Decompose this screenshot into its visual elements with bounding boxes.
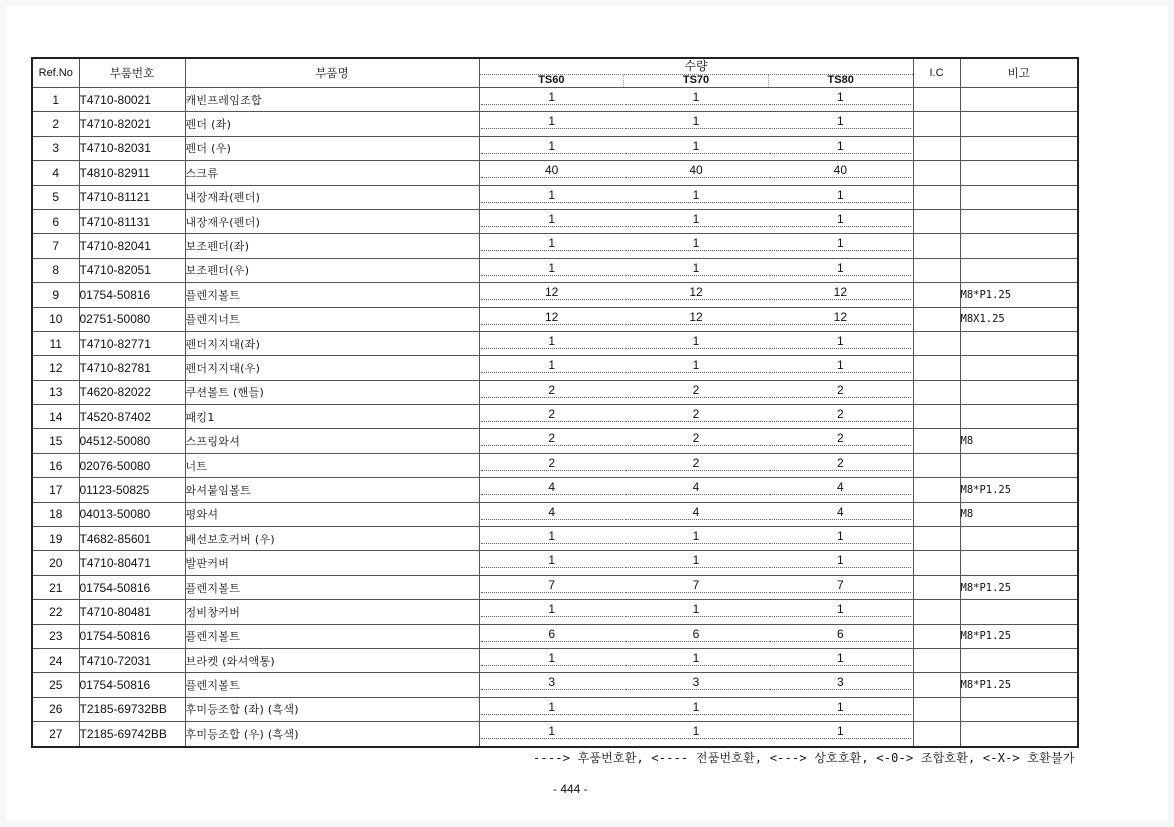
quantity-cell bbox=[479, 356, 913, 380]
qty-ts80: 1 bbox=[769, 553, 911, 568]
qty-ts60: 1 bbox=[481, 188, 623, 203]
part-number-cell: T4710-82781 bbox=[79, 356, 185, 380]
qty-ts60: 3 bbox=[481, 675, 623, 690]
qty-ts60: 2 bbox=[481, 431, 623, 446]
quantity-cell bbox=[479, 331, 913, 355]
remarks-cell bbox=[960, 527, 1078, 551]
ic-cell bbox=[913, 307, 960, 331]
ic-cell bbox=[913, 502, 960, 526]
ref-no-cell: 20 bbox=[32, 551, 79, 575]
table-row bbox=[32, 600, 1078, 624]
qty-ts60: 7 bbox=[481, 578, 623, 593]
remarks-cell bbox=[960, 722, 1078, 747]
quantity-cell bbox=[479, 429, 913, 453]
qty-ts60: 1 bbox=[481, 724, 623, 739]
table-row bbox=[32, 575, 1078, 599]
part-name-cell: 보조펜더(우) bbox=[185, 258, 479, 282]
quantity-cell bbox=[479, 648, 913, 672]
qty-ts80: 1 bbox=[769, 236, 911, 251]
qty-ts70: 1 bbox=[625, 358, 767, 373]
ref-no-cell: 18 bbox=[32, 502, 79, 526]
part-name-cell: 캐빈프레임조합 bbox=[185, 88, 479, 112]
qty-ts70: 2 bbox=[625, 431, 767, 446]
part-number-cell: T4710-72031 bbox=[79, 648, 185, 672]
part-number-cell: 01754-50816 bbox=[79, 624, 185, 648]
qty-ts70: 1 bbox=[625, 212, 767, 227]
ic-cell bbox=[913, 331, 960, 355]
header-quantity bbox=[479, 58, 913, 88]
remarks-cell bbox=[960, 380, 1078, 404]
ic-cell bbox=[913, 575, 960, 599]
ref-no-cell: 8 bbox=[32, 258, 79, 282]
qty-ts60: 1 bbox=[481, 700, 623, 715]
table-row bbox=[32, 648, 1078, 672]
qty-ts60: 1 bbox=[481, 114, 623, 129]
qty-ts60: 2 bbox=[481, 456, 623, 471]
part-name-cell: 플렌지볼트 bbox=[185, 673, 479, 697]
qty-ts70: 2 bbox=[625, 383, 767, 398]
qty-ts60: 1 bbox=[481, 212, 623, 227]
qty-ts60: 1 bbox=[481, 90, 623, 105]
part-name-cell: 스크류 bbox=[185, 161, 479, 185]
ic-cell bbox=[913, 722, 960, 747]
ref-no-cell: 23 bbox=[32, 624, 79, 648]
qty-ts70: 1 bbox=[625, 236, 767, 251]
qty-ts70: 3 bbox=[625, 675, 767, 690]
table-row bbox=[32, 209, 1078, 233]
table-row bbox=[32, 624, 1078, 648]
ic-cell bbox=[913, 478, 960, 502]
part-name-cell: 보조펜더(좌) bbox=[185, 234, 479, 258]
qty-ts80: 1 bbox=[769, 212, 911, 227]
table-row bbox=[32, 331, 1078, 355]
quantity-cell bbox=[479, 209, 913, 233]
part-number-cell: T4710-82021 bbox=[79, 112, 185, 136]
interchange-legend: ----> 후품번호환, <---- 전품번호환, <---> 상호호환, <-0-> 조합호환, <-X-> 호환불가 bbox=[533, 751, 1075, 765]
quantity-cell bbox=[479, 283, 913, 307]
ic-cell bbox=[913, 405, 960, 429]
table-row bbox=[32, 502, 1078, 526]
ref-no-cell: 21 bbox=[32, 575, 79, 599]
remarks-cell bbox=[960, 234, 1078, 258]
qty-ts70: 1 bbox=[625, 553, 767, 568]
header-ref-no: Ref.No bbox=[32, 58, 79, 88]
table-row bbox=[32, 697, 1078, 721]
ref-no-cell: 13 bbox=[32, 380, 79, 404]
remarks-cell bbox=[960, 112, 1078, 136]
table-row bbox=[32, 551, 1078, 575]
ref-no-cell: 14 bbox=[32, 405, 79, 429]
part-number-cell: T4520-87402 bbox=[79, 405, 185, 429]
quantity-cell bbox=[479, 697, 913, 721]
table-row bbox=[32, 234, 1078, 258]
ref-no-cell: 1 bbox=[32, 88, 79, 112]
qty-ts80: 3 bbox=[769, 675, 911, 690]
qty-ts60: 4 bbox=[481, 480, 623, 495]
quantity-cell bbox=[479, 88, 913, 112]
part-name-cell: 플렌지볼트 bbox=[185, 624, 479, 648]
part-number-cell: 01754-50816 bbox=[79, 673, 185, 697]
quantity-cell bbox=[479, 502, 913, 526]
quantity-cell bbox=[479, 258, 913, 282]
ref-no-cell: 12 bbox=[32, 356, 79, 380]
qty-ts60: 1 bbox=[481, 236, 623, 251]
ref-no-cell: 27 bbox=[32, 722, 79, 747]
part-number-cell: 04512-50080 bbox=[79, 429, 185, 453]
remarks-cell bbox=[960, 209, 1078, 233]
part-number-cell: T4620-82022 bbox=[79, 380, 185, 404]
remarks-cell bbox=[960, 258, 1078, 282]
part-name-cell: 평와셔 bbox=[185, 502, 479, 526]
ic-cell bbox=[913, 453, 960, 477]
table-row bbox=[32, 380, 1078, 404]
qty-ts60: 4 bbox=[481, 505, 623, 520]
ref-no-cell: 2 bbox=[32, 112, 79, 136]
remarks-cell bbox=[960, 88, 1078, 112]
qty-ts80: 1 bbox=[769, 114, 911, 129]
qty-ts60: 12 bbox=[481, 310, 623, 325]
quantity-cell bbox=[479, 307, 913, 331]
remarks-cell bbox=[960, 405, 1078, 429]
qty-ts80: 1 bbox=[769, 188, 911, 203]
ref-no-cell: 26 bbox=[32, 697, 79, 721]
part-number-cell: T4710-82031 bbox=[79, 136, 185, 160]
qty-ts60: 1 bbox=[481, 651, 623, 666]
ic-cell bbox=[913, 380, 960, 404]
header-part-name: 부품명 bbox=[185, 58, 479, 88]
remarks-cell: M8X1.25 bbox=[960, 307, 1078, 331]
part-name-cell: 내장재좌(펜더) bbox=[185, 185, 479, 209]
quantity-cell bbox=[479, 380, 913, 404]
ref-no-cell: 5 bbox=[32, 185, 79, 209]
part-name-cell: 후미등조합 (좌) (흑색) bbox=[185, 697, 479, 721]
qty-ts60: 6 bbox=[481, 627, 623, 642]
part-number-cell: 01754-50816 bbox=[79, 575, 185, 599]
remarks-cell bbox=[960, 185, 1078, 209]
remarks-cell bbox=[960, 648, 1078, 672]
qty-ts70: 7 bbox=[625, 578, 767, 593]
part-number-cell: T4710-81121 bbox=[79, 185, 185, 209]
header-model-ts70: TS70 bbox=[623, 75, 768, 87]
qty-ts70: 1 bbox=[625, 261, 767, 276]
table-row bbox=[32, 722, 1078, 747]
ic-cell bbox=[913, 697, 960, 721]
remarks-cell: M8*P1.25 bbox=[960, 624, 1078, 648]
ref-no-cell: 17 bbox=[32, 478, 79, 502]
ref-no-cell: 25 bbox=[32, 673, 79, 697]
ref-no-cell: 6 bbox=[32, 209, 79, 233]
part-name-cell: 브라켓 (와셔액통) bbox=[185, 648, 479, 672]
qty-ts70: 1 bbox=[625, 334, 767, 349]
part-name-cell: 쿠션볼트 (핸들) bbox=[185, 380, 479, 404]
qty-ts60: 1 bbox=[481, 553, 623, 568]
header-models bbox=[480, 74, 913, 87]
part-number-cell: T4710-82041 bbox=[79, 234, 185, 258]
ic-cell bbox=[913, 551, 960, 575]
remarks-cell: M8 bbox=[960, 502, 1078, 526]
ref-no-cell: 24 bbox=[32, 648, 79, 672]
qty-ts80: 2 bbox=[769, 431, 911, 446]
ref-no-cell: 15 bbox=[32, 429, 79, 453]
quantity-cell bbox=[479, 575, 913, 599]
part-name-cell: 플렌지볼트 bbox=[185, 575, 479, 599]
part-number-cell: 02076-50080 bbox=[79, 453, 185, 477]
ic-cell bbox=[913, 429, 960, 453]
ic-cell bbox=[913, 185, 960, 209]
qty-ts80: 4 bbox=[769, 505, 911, 520]
table-header-row bbox=[32, 58, 1078, 88]
qty-ts80: 1 bbox=[769, 358, 911, 373]
part-name-cell: 플렌지너트 bbox=[185, 307, 479, 331]
quantity-cell bbox=[479, 600, 913, 624]
table-row bbox=[32, 258, 1078, 282]
quantity-cell bbox=[479, 185, 913, 209]
table-row bbox=[32, 478, 1078, 502]
ic-cell bbox=[913, 136, 960, 160]
ic-cell bbox=[913, 624, 960, 648]
qty-ts70: 12 bbox=[625, 285, 767, 300]
table-body bbox=[32, 88, 1078, 747]
ic-cell bbox=[913, 600, 960, 624]
qty-ts60: 40 bbox=[481, 163, 623, 178]
qty-ts60: 2 bbox=[481, 407, 623, 422]
ic-cell bbox=[913, 209, 960, 233]
table-row bbox=[32, 429, 1078, 453]
qty-ts60: 1 bbox=[481, 529, 623, 544]
quantity-cell bbox=[479, 405, 913, 429]
ref-no-cell: 4 bbox=[32, 161, 79, 185]
part-number-cell: T4710-80471 bbox=[79, 551, 185, 575]
qty-ts80: 2 bbox=[769, 407, 911, 422]
ic-cell bbox=[913, 356, 960, 380]
part-number-cell: T2185-69742BB bbox=[79, 722, 185, 747]
ref-no-cell: 7 bbox=[32, 234, 79, 258]
ic-cell bbox=[913, 161, 960, 185]
header-part-number: 부품번호 bbox=[79, 58, 185, 88]
quantity-cell bbox=[479, 161, 913, 185]
qty-ts70: 1 bbox=[625, 724, 767, 739]
part-name-cell: 패킹1 bbox=[185, 405, 479, 429]
ic-cell bbox=[913, 88, 960, 112]
qty-ts70: 4 bbox=[625, 480, 767, 495]
header-model-ts80: TS80 bbox=[768, 75, 913, 87]
remarks-cell bbox=[960, 331, 1078, 355]
table-row bbox=[32, 185, 1078, 209]
qty-ts70: 6 bbox=[625, 627, 767, 642]
qty-ts80: 7 bbox=[769, 578, 911, 593]
part-name-cell: 펜더지지대(좌) bbox=[185, 331, 479, 355]
parts-table bbox=[31, 57, 1079, 748]
qty-ts80: 1 bbox=[769, 529, 911, 544]
table-row bbox=[32, 88, 1078, 112]
part-number-cell: 01123-50825 bbox=[79, 478, 185, 502]
ref-no-cell: 22 bbox=[32, 600, 79, 624]
table-row bbox=[32, 161, 1078, 185]
part-number-cell: T4710-82771 bbox=[79, 331, 185, 355]
ref-no-cell: 3 bbox=[32, 136, 79, 160]
qty-ts70: 4 bbox=[625, 505, 767, 520]
part-name-cell: 정비창커버 bbox=[185, 600, 479, 624]
part-name-cell: 펜더지지대(우) bbox=[185, 356, 479, 380]
remarks-cell: M8 bbox=[960, 429, 1078, 453]
table-row bbox=[32, 112, 1078, 136]
table-row bbox=[32, 405, 1078, 429]
qty-ts70: 12 bbox=[625, 310, 767, 325]
qty-ts80: 1 bbox=[769, 334, 911, 349]
ic-cell bbox=[913, 648, 960, 672]
qty-ts80: 1 bbox=[769, 700, 911, 715]
quantity-cell bbox=[479, 478, 913, 502]
ic-cell bbox=[913, 527, 960, 551]
ic-cell bbox=[913, 258, 960, 282]
qty-ts70: 1 bbox=[625, 529, 767, 544]
ref-no-cell: 19 bbox=[32, 527, 79, 551]
remarks-cell bbox=[960, 600, 1078, 624]
part-number-cell: 01754-50816 bbox=[79, 283, 185, 307]
qty-ts70: 40 bbox=[625, 163, 767, 178]
qty-ts60: 1 bbox=[481, 139, 623, 154]
part-number-cell: T4710-81131 bbox=[79, 209, 185, 233]
ic-cell bbox=[913, 112, 960, 136]
qty-ts60: 1 bbox=[481, 334, 623, 349]
header-quantity-title: 수량 bbox=[684, 59, 708, 73]
header-ic: I.C bbox=[913, 58, 960, 88]
part-number-cell: T4710-80481 bbox=[79, 600, 185, 624]
remarks-cell bbox=[960, 356, 1078, 380]
part-name-cell: 발판커버 bbox=[185, 551, 479, 575]
qty-ts80: 1 bbox=[769, 261, 911, 276]
page-number: - 444 - bbox=[553, 782, 588, 796]
qty-ts70: 1 bbox=[625, 602, 767, 617]
qty-ts80: 6 bbox=[769, 627, 911, 642]
qty-ts70: 1 bbox=[625, 114, 767, 129]
qty-ts70: 1 bbox=[625, 188, 767, 203]
qty-ts60: 1 bbox=[481, 261, 623, 276]
qty-ts80: 1 bbox=[769, 651, 911, 666]
table-row bbox=[32, 136, 1078, 160]
part-name-cell: 후미등조합 (우) (흑색) bbox=[185, 722, 479, 747]
qty-ts60: 1 bbox=[481, 602, 623, 617]
qty-ts80: 1 bbox=[769, 724, 911, 739]
qty-ts60: 2 bbox=[481, 383, 623, 398]
part-name-cell: 내장재우(펜더) bbox=[185, 209, 479, 233]
table-row bbox=[32, 673, 1078, 697]
qty-ts60: 12 bbox=[481, 285, 623, 300]
quantity-cell bbox=[479, 673, 913, 697]
table-row bbox=[32, 283, 1078, 307]
quantity-cell bbox=[479, 136, 913, 160]
part-number-cell: 04013-50080 bbox=[79, 502, 185, 526]
qty-ts80: 1 bbox=[769, 139, 911, 154]
remarks-cell bbox=[960, 136, 1078, 160]
header-remarks: 비고 bbox=[960, 58, 1078, 88]
part-name-cell: 너트 bbox=[185, 453, 479, 477]
qty-ts80: 1 bbox=[769, 602, 911, 617]
part-name-cell: 스프링와셔 bbox=[185, 429, 479, 453]
qty-ts70: 2 bbox=[625, 456, 767, 471]
quantity-cell bbox=[479, 234, 913, 258]
qty-ts70: 2 bbox=[625, 407, 767, 422]
remarks-cell bbox=[960, 697, 1078, 721]
quantity-cell bbox=[479, 722, 913, 747]
ic-cell bbox=[913, 234, 960, 258]
part-name-cell: 와셔붙임볼트 bbox=[185, 478, 479, 502]
part-number-cell: T4710-82051 bbox=[79, 258, 185, 282]
remarks-cell: M8*P1.25 bbox=[960, 575, 1078, 599]
remarks-cell bbox=[960, 161, 1078, 185]
ref-no-cell: 10 bbox=[32, 307, 79, 331]
ref-no-cell: 9 bbox=[32, 283, 79, 307]
qty-ts60: 1 bbox=[481, 358, 623, 373]
qty-ts80: 12 bbox=[769, 310, 911, 325]
ref-no-cell: 11 bbox=[32, 331, 79, 355]
part-name-cell: 배선보호커버 (우) bbox=[185, 527, 479, 551]
remarks-cell bbox=[960, 551, 1078, 575]
qty-ts70: 1 bbox=[625, 90, 767, 105]
qty-ts80: 40 bbox=[769, 163, 911, 178]
table-row bbox=[32, 453, 1078, 477]
quantity-cell bbox=[479, 112, 913, 136]
table-row bbox=[32, 307, 1078, 331]
table-row bbox=[32, 527, 1078, 551]
remarks-cell bbox=[960, 453, 1078, 477]
ic-cell bbox=[913, 673, 960, 697]
remarks-cell: M8*P1.25 bbox=[960, 478, 1078, 502]
quantity-cell bbox=[479, 624, 913, 648]
part-number-cell: T4682-85601 bbox=[79, 527, 185, 551]
remarks-cell: M8*P1.25 bbox=[960, 673, 1078, 697]
quantity-cell bbox=[479, 551, 913, 575]
part-name-cell: 플렌지볼트 bbox=[185, 283, 479, 307]
qty-ts80: 1 bbox=[769, 90, 911, 105]
quantity-cell bbox=[479, 527, 913, 551]
qty-ts80: 4 bbox=[769, 480, 911, 495]
qty-ts80: 2 bbox=[769, 456, 911, 471]
qty-ts70: 1 bbox=[625, 139, 767, 154]
qty-ts80: 12 bbox=[769, 285, 911, 300]
qty-ts80: 2 bbox=[769, 383, 911, 398]
qty-ts70: 1 bbox=[625, 700, 767, 715]
part-name-cell: 펜더 (우) bbox=[185, 136, 479, 160]
header-model-ts60: TS60 bbox=[538, 74, 565, 86]
part-number-cell: 02751-50080 bbox=[79, 307, 185, 331]
part-number-cell: T2185-69732BB bbox=[79, 697, 185, 721]
part-name-cell: 펜더 (좌) bbox=[185, 112, 479, 136]
ref-no-cell: 16 bbox=[32, 453, 79, 477]
part-number-cell: T4710-80021 bbox=[79, 88, 185, 112]
table-row bbox=[32, 356, 1078, 380]
part-number-cell: T4810-82911 bbox=[79, 161, 185, 185]
qty-ts70: 1 bbox=[625, 651, 767, 666]
remarks-cell: M8*P1.25 bbox=[960, 283, 1078, 307]
quantity-cell bbox=[479, 453, 913, 477]
ic-cell bbox=[913, 283, 960, 307]
